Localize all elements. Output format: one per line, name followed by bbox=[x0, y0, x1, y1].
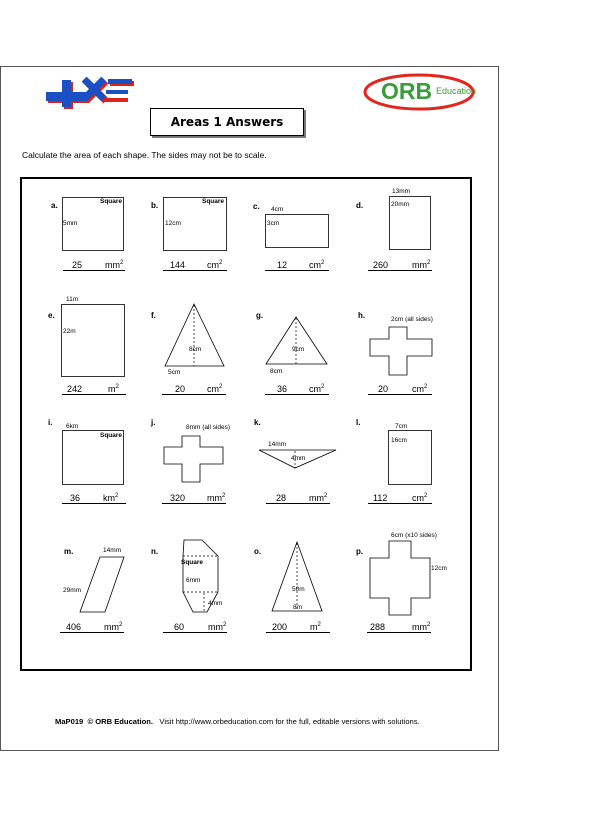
footer-copyright: © ORB Education. bbox=[87, 717, 154, 726]
answer-unit-exponent: 2 bbox=[321, 260, 325, 266]
answer-line bbox=[368, 270, 432, 271]
shape-label: 6km bbox=[66, 423, 79, 430]
answer-line bbox=[60, 632, 124, 633]
question-o bbox=[254, 536, 354, 646]
answer-unit bbox=[207, 260, 222, 270]
question-letter: e. bbox=[48, 311, 55, 320]
question-letter: h. bbox=[358, 311, 366, 320]
question-letter: f. bbox=[151, 311, 156, 320]
shape-label: 14mm bbox=[103, 547, 122, 554]
answer-value: 320 bbox=[170, 493, 186, 503]
shape-label: 29mm bbox=[63, 587, 82, 594]
shape-label: 4mm bbox=[208, 600, 223, 607]
answer-value: 242 bbox=[67, 384, 83, 394]
answer-unit-text: m bbox=[108, 384, 116, 394]
answer-value: 36 bbox=[70, 493, 81, 503]
square-shape bbox=[51, 197, 151, 257]
answer-line bbox=[367, 632, 431, 633]
answer-unit bbox=[105, 260, 123, 270]
shape-label: 4cm bbox=[271, 206, 284, 213]
shape-label: 50m bbox=[292, 586, 305, 593]
shape-label: 20mm bbox=[391, 201, 410, 208]
answer-unit-text: mm bbox=[412, 622, 427, 632]
rectangle-shape bbox=[253, 197, 353, 257]
shape-label: 8cm bbox=[270, 368, 283, 375]
question-letter: a. bbox=[51, 201, 58, 210]
question-letter: j. bbox=[151, 418, 156, 427]
question-letter: g. bbox=[256, 311, 264, 320]
answer-unit bbox=[108, 384, 119, 394]
question-c bbox=[253, 197, 353, 307]
answer-unit-text: cm bbox=[309, 260, 321, 270]
square-shape bbox=[151, 197, 251, 257]
square-shape bbox=[48, 418, 148, 488]
shape-label: Square bbox=[100, 432, 123, 439]
answer-value: 406 bbox=[66, 622, 82, 632]
answer-unit-text: mm bbox=[208, 622, 223, 632]
answer-unit-exponent: 2 bbox=[120, 260, 124, 266]
answer-value: 36 bbox=[277, 384, 288, 394]
question-i bbox=[48, 418, 148, 528]
answer-line bbox=[162, 394, 226, 395]
question-m bbox=[64, 542, 164, 652]
shape-label: 5cm bbox=[168, 369, 181, 376]
page-title bbox=[150, 108, 304, 136]
cross-shape bbox=[356, 530, 456, 630]
shape-label: 16cm bbox=[391, 437, 407, 444]
answer-value: 25 bbox=[72, 260, 83, 270]
shape-label: Square bbox=[100, 198, 123, 205]
answer-unit-text: mm bbox=[104, 622, 119, 632]
question-d bbox=[356, 187, 456, 297]
answer-line bbox=[62, 503, 126, 504]
shape-label: 6mm bbox=[186, 577, 201, 584]
answer-value: 144 bbox=[170, 260, 186, 270]
answer-value: 12 bbox=[277, 260, 288, 270]
shape-label: 3cm bbox=[267, 220, 280, 227]
answer-line bbox=[266, 503, 330, 504]
answer-unit bbox=[103, 493, 118, 503]
page-title-text: Areas 1 Answers bbox=[170, 115, 284, 129]
answer-unit-exponent: 2 bbox=[424, 384, 428, 390]
orb-education-logo bbox=[363, 72, 481, 112]
answer-line bbox=[163, 270, 227, 271]
answer-line bbox=[368, 503, 432, 504]
shape-label: 5mm bbox=[63, 220, 78, 227]
shape-label: 14mm bbox=[268, 441, 287, 448]
question-letter: o. bbox=[254, 547, 262, 556]
answer-unit bbox=[309, 260, 324, 270]
question-letter: l. bbox=[356, 418, 361, 427]
question-b bbox=[151, 197, 251, 307]
question-p bbox=[356, 530, 456, 640]
rectangle-shape bbox=[356, 187, 456, 257]
answer-unit-text: mm bbox=[412, 260, 427, 270]
question-n bbox=[151, 536, 251, 646]
answer-unit-exponent: 2 bbox=[115, 493, 119, 499]
answer-unit-text: cm bbox=[412, 384, 424, 394]
answer-unit bbox=[207, 384, 222, 394]
answer-line bbox=[163, 632, 227, 633]
answer-value: 28 bbox=[276, 493, 287, 503]
question-l bbox=[356, 418, 456, 528]
answer-line bbox=[368, 394, 432, 395]
footer-text: Visit http://www.orbeducation.com for the full, editable versions with solutions. bbox=[159, 717, 420, 726]
question-letter: n. bbox=[151, 547, 159, 556]
answer-unit-exponent: 2 bbox=[223, 622, 227, 628]
shape-label: 6cm (x10 sides) bbox=[391, 532, 437, 539]
answer-unit bbox=[208, 622, 226, 632]
question-f bbox=[151, 303, 251, 413]
answer-unit-text: cm bbox=[207, 384, 219, 394]
hexagon-shape bbox=[151, 536, 251, 616]
shape-label: 4mm bbox=[291, 455, 306, 462]
shape-label: 12cm bbox=[165, 220, 181, 227]
answer-unit-text: m bbox=[310, 622, 318, 632]
question-e bbox=[48, 296, 148, 406]
answer-value: 288 bbox=[370, 622, 386, 632]
answer-unit-text: mm bbox=[105, 260, 120, 270]
shape-label: 7cm bbox=[395, 423, 408, 430]
question-letter: m. bbox=[64, 547, 74, 556]
question-letter: d. bbox=[356, 201, 364, 210]
answer-unit bbox=[310, 622, 321, 632]
answer-unit-text: cm bbox=[412, 493, 424, 503]
answer-unit-exponent: 2 bbox=[317, 622, 321, 628]
answer-unit bbox=[412, 622, 430, 632]
shape-label: Square bbox=[202, 198, 225, 205]
triangle-shape bbox=[151, 303, 251, 373]
question-a bbox=[51, 197, 151, 307]
answer-line bbox=[265, 270, 329, 271]
question-g bbox=[256, 303, 356, 413]
answer-unit-text: km bbox=[103, 493, 115, 503]
answer-unit-exponent: 2 bbox=[321, 384, 325, 390]
footer-code: MaP019 bbox=[55, 717, 84, 726]
instructions: Calculate the area of each shape. The sides may not be to scale. bbox=[22, 150, 267, 160]
answer-line bbox=[266, 632, 330, 633]
orb-logo-text: ORB bbox=[381, 78, 433, 104]
shape-label: 8mm (all sides) bbox=[186, 424, 231, 431]
answer-value: 200 bbox=[272, 622, 288, 632]
answer-value: 20 bbox=[175, 384, 186, 394]
shape-label: 13mm bbox=[392, 188, 411, 195]
triangle-shape bbox=[254, 418, 354, 488]
rectangle-shape bbox=[48, 296, 148, 386]
answer-unit bbox=[309, 384, 324, 394]
question-letter: c. bbox=[253, 202, 260, 211]
answer-line bbox=[62, 394, 126, 395]
answer-unit bbox=[309, 493, 327, 503]
question-h bbox=[358, 309, 458, 419]
answer-unit bbox=[412, 493, 427, 503]
answer-unit-exponent: 2 bbox=[427, 622, 431, 628]
math-symbols-logo bbox=[44, 76, 136, 110]
answer-unit bbox=[207, 493, 225, 503]
orb-logo-subtext: Education bbox=[436, 86, 477, 96]
answer-unit-exponent: 2 bbox=[424, 493, 428, 499]
question-letter: p. bbox=[356, 547, 364, 556]
shape-label: 8cm bbox=[189, 346, 202, 353]
triangle-shape bbox=[256, 303, 356, 373]
answer-unit-exponent: 2 bbox=[219, 384, 223, 390]
answer-unit-text: mm bbox=[207, 493, 222, 503]
answer-unit-exponent: 2 bbox=[219, 260, 223, 266]
answer-unit bbox=[104, 622, 122, 632]
shape-label: 8m bbox=[293, 604, 303, 611]
answer-line bbox=[265, 394, 329, 395]
question-j bbox=[151, 418, 251, 528]
question-letter: i. bbox=[48, 418, 53, 427]
parallelogram-shape bbox=[64, 542, 164, 622]
answer-value: 20 bbox=[378, 384, 389, 394]
answer-value: 260 bbox=[373, 260, 389, 270]
answer-unit-exponent: 2 bbox=[119, 622, 123, 628]
shape-label: 9cm bbox=[292, 346, 305, 353]
question-letter: k. bbox=[254, 418, 261, 427]
answer-unit bbox=[412, 260, 430, 270]
answer-unit-exponent: 2 bbox=[222, 493, 226, 499]
shape-label: 2cm (all sides) bbox=[391, 316, 433, 323]
answer-unit-exponent: 2 bbox=[115, 384, 119, 390]
answer-line bbox=[63, 270, 125, 271]
shape-label: Square bbox=[181, 559, 204, 566]
answer-unit-text: cm bbox=[309, 384, 321, 394]
answer-unit-exponent: 2 bbox=[324, 493, 328, 499]
answer-unit bbox=[412, 384, 427, 394]
question-letter: b. bbox=[151, 201, 159, 210]
shape-label: 11m bbox=[66, 296, 79, 303]
answer-unit-text: cm bbox=[207, 260, 219, 270]
answer-unit-exponent: 2 bbox=[427, 260, 431, 266]
answer-line bbox=[162, 503, 226, 504]
answer-value: 112 bbox=[373, 493, 388, 503]
triangle-shape bbox=[254, 536, 354, 616]
shape-label: 22m bbox=[63, 328, 76, 335]
answer-value: 60 bbox=[174, 622, 185, 632]
shape-label: 12cm bbox=[431, 565, 447, 572]
question-k bbox=[254, 418, 354, 528]
answer-unit-text: mm bbox=[309, 493, 324, 503]
footer bbox=[55, 717, 420, 726]
